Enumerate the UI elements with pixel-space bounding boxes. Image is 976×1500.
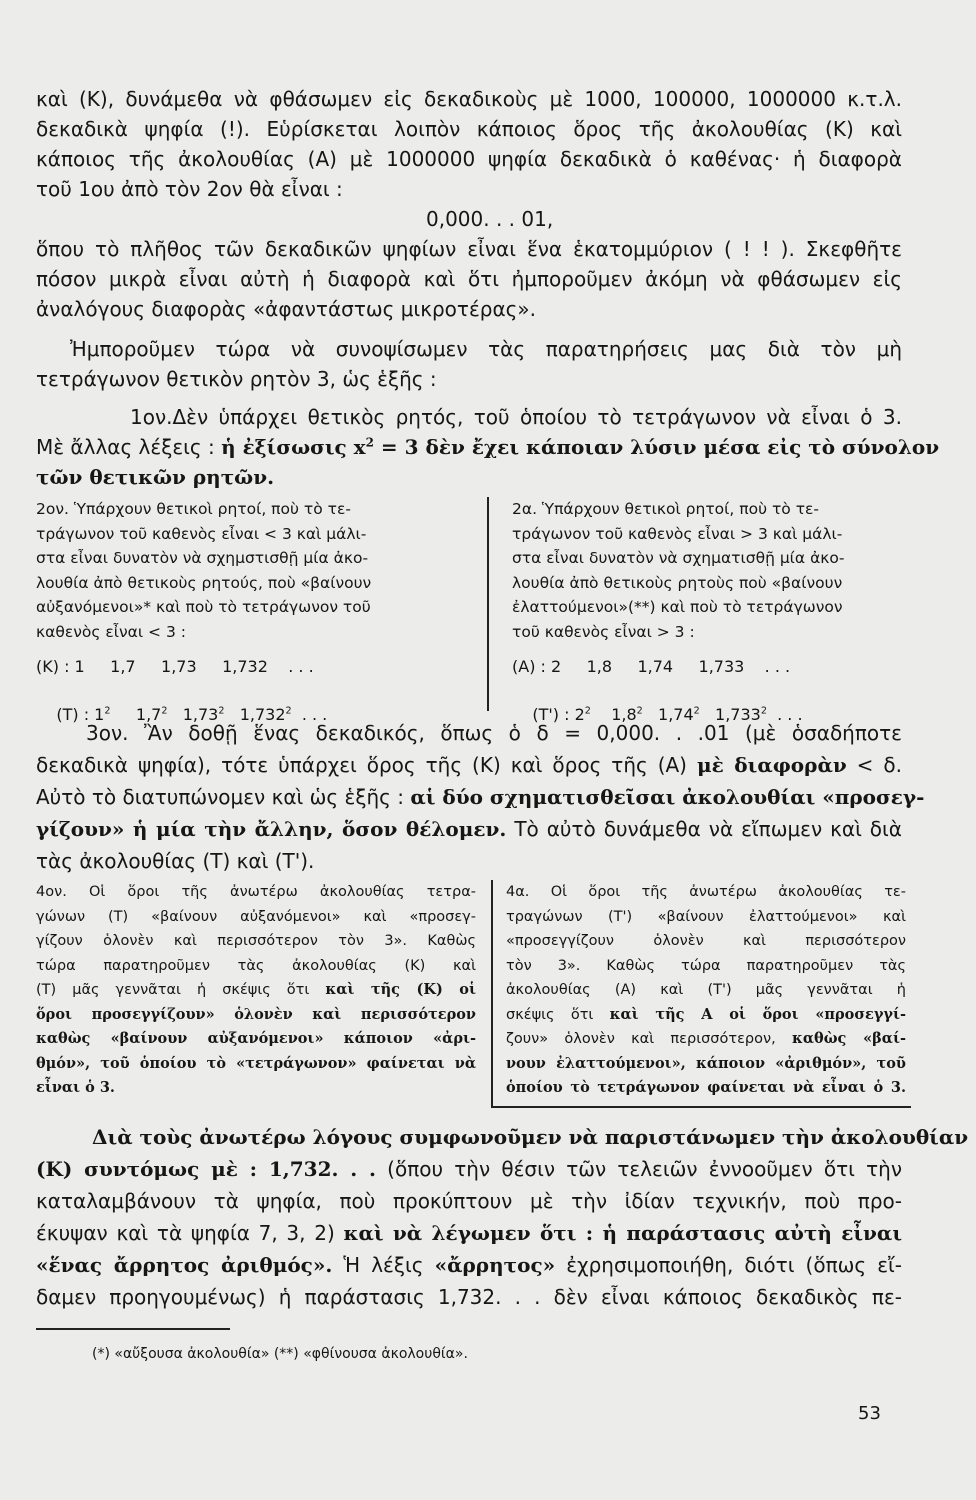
text-span: δεκαδικὰ ψηφία), τότε ὑπάρχει ὅρος τῆς (Κ) καὶ ὅρος τῆς (Α) xyxy=(36,753,697,777)
text-line xyxy=(36,1218,902,1248)
exponent: 2 xyxy=(693,705,700,717)
text-span: Αὐτὸ τὸ διατυπώνομεν καὶ ὡς ἑξῆς : xyxy=(36,785,411,809)
text-line: πόσον μικρὰ εἶναι αὐτὴ ἡ διαφορὰ καὶ ὅτι ἠμποροῦμεν ἀκόμη νὰ φθάσωμεν εἰς xyxy=(36,267,902,291)
column-left-2 xyxy=(36,497,468,644)
text-line: 2α. Ὑπάρχουν θετικοὶ ρητοί, ποὺ τὸ τε- xyxy=(512,500,820,518)
text-span: Μὲ ἄλλας λέξεις : xyxy=(36,435,222,459)
exponent: 2 xyxy=(104,705,111,717)
sequence-A: (Α) : 2 1,8 1,74 1,733 . . . xyxy=(512,657,791,676)
text-line: ἀναλόγους διαφορὰς «ἀφαντάστως μικροτέρας». xyxy=(36,297,536,321)
text-line: κάποιος τῆς ἀκολουθίας (Α) μὲ 1000000 ψηφία δεκαδικὰ ὁ καθένας· ἡ διαφορὰ xyxy=(36,147,902,171)
text-line: 1ον.Δὲν ὑπάρχει θετικὸς ρητός, τοῦ ὁποίου τὸ τετράγωνον νὰ εἶναι ὁ 3. xyxy=(130,405,902,429)
text-line: καταλαμβάνουν τὰ ψηφία, ποὺ προκύπτουν μὲ τὴν ἰδίαν τεχνικήν, ποὺ προ- xyxy=(36,1189,902,1213)
text-line: Διὰ τοὺς ἀνωτέρω λόγους συμφωνοῦμεν νὰ παριστάνωμεν τὴν ἀκολουθίαν xyxy=(92,1125,969,1149)
bold-span: καθὼς «βαί- xyxy=(792,1030,906,1047)
text-span: < δ. xyxy=(846,753,902,777)
text-line: τράγωνον τοῦ καθενὸς εἶναι < 3 καὶ μάλι- xyxy=(36,524,367,543)
formula: 0,000. . . 01, xyxy=(426,207,554,231)
text-line: δεκαδικὰ ψηφία (!). Εὑρίσκεται λοιπὸν κάποιος ὅρος τῆς ἀκολουθίας (Κ) καὶ xyxy=(36,117,902,141)
bold-span: καὶ τῆς (Κ) οἱ xyxy=(325,981,476,998)
text-line: «προσεγγίζουν ὁλονὲν καὶ περισσότερον xyxy=(506,933,906,949)
text-line: δαμεν προηγουμένως) ἡ παράστασις 1,732. . . δὲν εἶναι κάποιος δεκαδικὸς πε- xyxy=(36,1285,902,1309)
text-span: ζουν» ὁλονὲν καὶ περισσότερον, xyxy=(506,1031,793,1047)
bold-span: «ἕνας ἄρρητος ἀριθμός». xyxy=(36,1253,333,1277)
bold-span: «ἄρρητος» xyxy=(434,1253,556,1277)
exponent: 2 xyxy=(584,705,591,717)
text-line: θμόν», τοῦ ὁποίου τὸ «τετράγωνον» φαίνεται νὰ xyxy=(36,1054,476,1072)
text-line: ἐλαττούμενοι»(**) καὶ ποὺ τὸ τετράγωνον xyxy=(512,598,843,616)
text-line: καθενὸς εἶναι < 3 : xyxy=(36,622,186,641)
exponent: 2 xyxy=(636,705,643,717)
page-number: 53 xyxy=(858,1403,881,1424)
seq-dots: . . . xyxy=(777,705,803,724)
column-divider xyxy=(487,497,489,711)
footnote-rule xyxy=(36,1328,230,1330)
text-line xyxy=(36,1250,902,1280)
bold-span: καὶ νὰ λέγωμεν ὅτι : ἡ παράστασις αὐτὴ εἶναι xyxy=(343,1221,902,1245)
text-line: ὅροι προσεγγίζουν» ὁλονὲν καὶ περισσότερον xyxy=(36,1005,476,1023)
text-line xyxy=(36,432,940,462)
text-span: έκυψαν καὶ τὰ ψηφία 7, 3, 2) xyxy=(36,1221,344,1245)
column-right-2 xyxy=(512,497,904,644)
box-underline xyxy=(491,1106,911,1108)
text-line xyxy=(36,814,902,844)
seq-value: 1,733 xyxy=(715,705,761,724)
text-line: στα εἶναι δυνατὸν νὰ σχηματισθῇ μία ἀκο- xyxy=(512,549,845,567)
text-line xyxy=(36,750,902,780)
text-span: (ὅπου τὴν θέσιν τῶν τελειῶν ἐννοοῦμεν ὅτι τὴν xyxy=(375,1157,902,1181)
text-line: 4ον. Οἱ ὅροι τῆς ἀνωτέρω ἀκολουθίας τετρα- xyxy=(36,884,476,900)
text-line: λουθία ἀπὸ θετικοὺς ρητούς, ποὺ «βαίνουν xyxy=(36,573,372,592)
exponent: 2 xyxy=(285,705,292,717)
seq-dots: . . . xyxy=(301,705,328,724)
column-left-4 xyxy=(36,880,476,1101)
text-line: τώρα παρατηροῦμεν τὰς ἀκολουθίας (Κ) καὶ xyxy=(36,957,476,974)
text-span: σκέψις ὅτι xyxy=(506,1006,610,1023)
text-line: ἀκολουθίας (Α) καὶ (Τ') μᾶς γεννᾶται ἡ xyxy=(506,982,906,998)
text-line: γίζουν ὁλονὲν καὶ περισσότερον τὸν 3». Καθὼς xyxy=(36,933,476,949)
seq-label: (Τ') : 2 xyxy=(532,705,585,724)
text-line: τὸν 3». Καθὼς τώρα παρατηροῦμεν τὰς xyxy=(506,957,906,974)
exponent: 2 xyxy=(760,705,767,717)
text-line: γώνων (Τ) «βαίνουν αὐξανόμενοι» καὶ «προσεγ- xyxy=(36,908,476,925)
footnote: (*) «αὔξουσα ἀκολουθία» (**) «φθίνουσα ἀκολουθία». xyxy=(92,1346,468,1362)
text-line: νουν ἐλαττούμενοι», κάποιον «ἀριθμόν», τοῦ xyxy=(506,1054,906,1072)
bold-span: (Κ) συντόμως μὲ : 1,732. . . xyxy=(36,1157,376,1181)
text-line: τοῦ 1ου ἀπὸ τὸν 2ον θὰ εἶναι : xyxy=(36,177,343,201)
exponent: 2 xyxy=(365,435,374,450)
text-line: λουθία ἀπὸ θετικοὺς ρητοὺς ποὺ «βαίνουν xyxy=(512,573,843,592)
text-span: (Τ) μᾶς γεννᾶται ἡ σκέψις ὅτι xyxy=(36,982,326,998)
text-span: Ἡ λέξις xyxy=(332,1253,435,1277)
bold-span: μὲ διαφορὰν xyxy=(696,753,847,777)
text-line: τὰς ἀκολουθίας (Τ) καὶ (Τ'). xyxy=(36,849,315,873)
exponent: 2 xyxy=(161,705,168,717)
text-line: αὐξανόμενοι»* καὶ ποὺ τὸ τετράγωνον τοῦ xyxy=(36,598,371,616)
text-line: τῶν θετικῶν ρητῶν. xyxy=(36,465,275,489)
column-divider xyxy=(491,880,493,1106)
seq-value: 1,74 xyxy=(658,705,694,724)
equation-text: = 3 δὲν ἔχει κάποιαν λύσιν μέσα εἰς τὸ σύνολον xyxy=(373,435,940,459)
text-line: 4α. Οἱ ὅροι τῆς ἀνωτέρω ἀκολουθίας τε- xyxy=(506,884,906,900)
text-line: 3ον. Ἂν δοθῇ ἕνας δεκαδικός, ὅπως ὁ δ = 0,000. . .01 (μὲ ὁσαδήποτε xyxy=(86,721,902,745)
text-line xyxy=(36,1154,902,1184)
sequence-K: (Κ) : 1 1,7 1,73 1,732 . . . xyxy=(36,657,314,676)
equation-text: ἡ ἐξίσωσις x xyxy=(221,435,366,459)
text-line: τραγώνων (Τ') «βαίνουν ἐλαττούμενοι» καὶ xyxy=(506,908,906,925)
column-right-4 xyxy=(506,880,906,1101)
text-line: Ἠμποροῦμεν τώρα νὰ συνοψίσωμεν τὰς παρατηρήσεις μας διὰ τὸν μὴ xyxy=(70,337,902,361)
text-line: τράγωνον τοῦ καθενὸς εἶναι > 3 καὶ μάλι- xyxy=(512,524,843,543)
text-line: εἶναι ὁ 3. xyxy=(36,1079,115,1096)
bold-span: καὶ τῆς Α οἱ ὅροι «προσεγγί- xyxy=(609,1005,906,1023)
text-line xyxy=(36,978,476,1003)
seq-label: (Τ) : 1 xyxy=(56,705,105,724)
text-line: στα εἶναι δυνατὸν νὰ σχημστισθῇ μία ἀκο- xyxy=(36,549,369,567)
exponent: 2 xyxy=(218,705,225,717)
text-line xyxy=(506,1003,906,1028)
text-line xyxy=(36,782,925,812)
text-line: τοῦ καθενὸς εἶναι > 3 : xyxy=(512,622,695,641)
seq-value: 1,73 xyxy=(182,705,219,724)
text-line: ὁποίου τὸ τετράγωνον φαίνεται νὰ εἶναι ὁ 3. xyxy=(506,1079,906,1096)
bold-span: αἱ δύο σχηματισθεῖσαι ἀκολουθίαι «προσεγ- xyxy=(410,785,925,809)
text-line: τετράγωνον θετικὸν ρητὸν 3, ὡς ἑξῆς : xyxy=(36,367,437,391)
seq-value: 1,7 xyxy=(135,705,162,724)
text-line: 2ον. Ὑπάρχουν θετικοὶ ρητοί, ποὺ τὸ τε- xyxy=(36,500,351,518)
text-span: ἐχρησιμοποιήθη, διότι (ὅπως εἴ- xyxy=(555,1253,903,1277)
seq-value: 1,732 xyxy=(239,705,286,724)
text-line: ὅπου τὸ πλῆθος τῶν δεκαδικῶν ψηφίων εἶναι ἕνα ἑκατομμύριον ( ! ! ). Σκεφθῆτε xyxy=(36,237,902,261)
text-line: καθὼς «βαίνουν αὐξανόμενοι» κάποιον «ἀρι- xyxy=(36,1030,476,1047)
bold-span: γίζουν» ἡ μία τὴν ἄλλην, ὅσον θέλομεν. xyxy=(36,817,507,841)
text-span: Τὸ αὐτὸ δυνάμεθα νὰ εἴπωμεν καὶ διὰ xyxy=(506,817,902,841)
text-line: καὶ (Κ), δυνάμεθα νὰ φθάσωμεν εἰς δεκαδικοὺς μὲ 1000, 100000, 1000000 κ.τ.λ. xyxy=(36,87,902,111)
text-line xyxy=(506,1027,906,1052)
seq-value: 1,8 xyxy=(611,705,637,724)
